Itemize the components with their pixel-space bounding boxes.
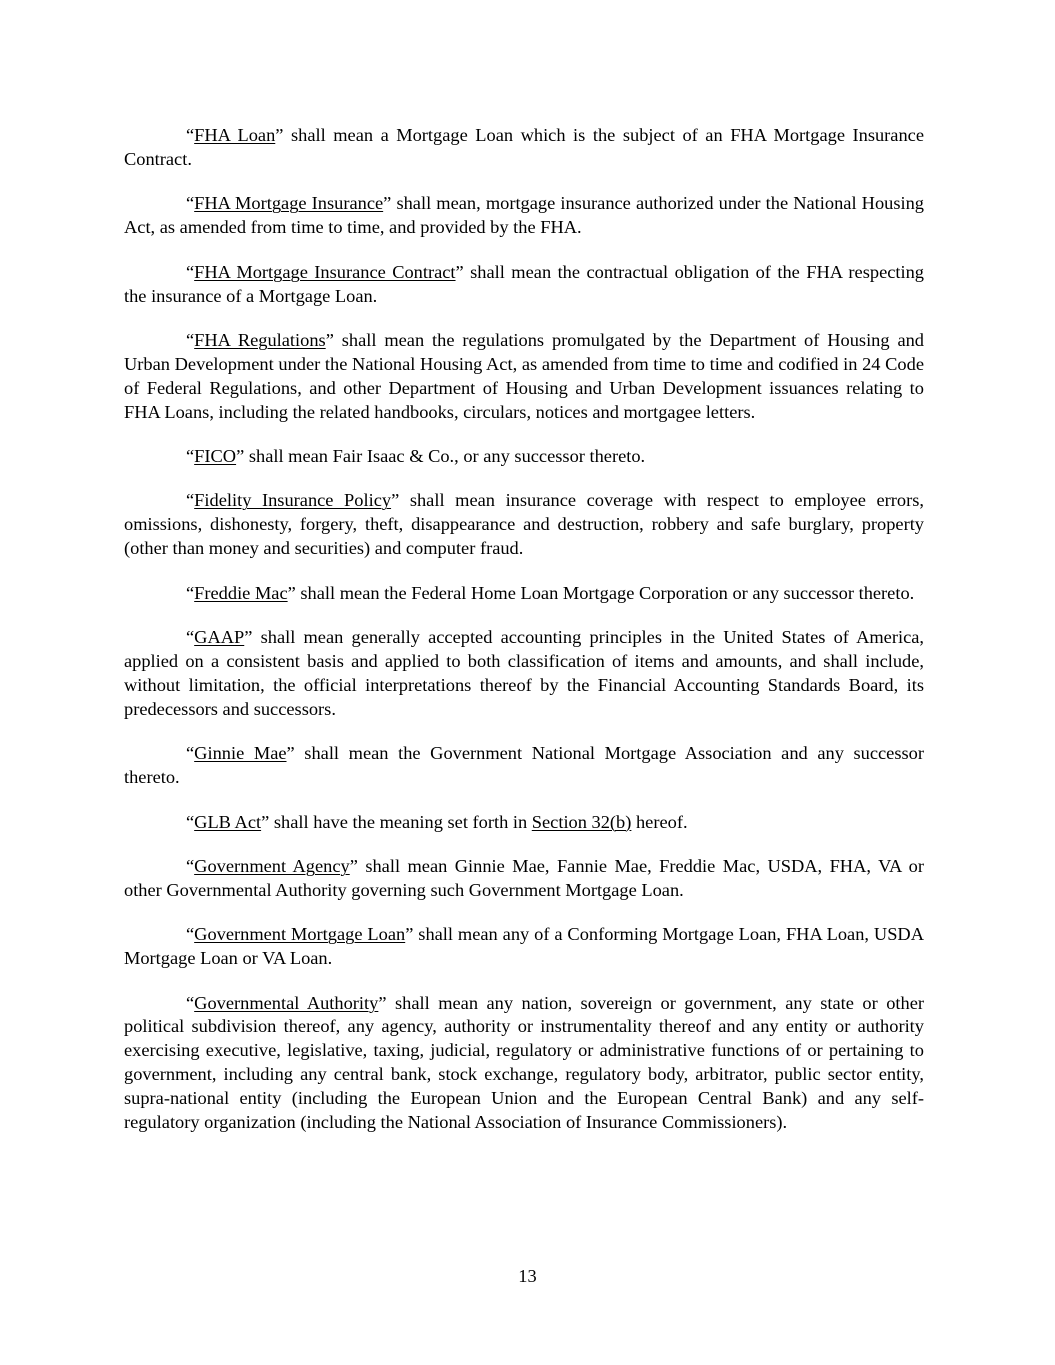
definition-glb-act: “GLB Act” shall have the meaning set forth in Section 32(b) hereof. — [186, 811, 688, 832]
definition-text: shall mean generally accepted accounting principles in the United States of America, applied on a consistent basis and applied to both classification of items and amounts, and shall include, without limitation, the official interpretations thereof by the Financial Accounting Standards Board, its predecessors and successors. — [124, 627, 924, 719]
definition-text: shall mean the regulations promulgated by the Department of Housing and Urban Development under the National Housing Act, as amended from time to time and codified in 24 Code of Federal Regulations, and other Department of Housing and Urban Development issuances relating to FHA Loans, including the related handbooks, circulars, notices and mortgagee letters. — [124, 329, 925, 422]
defined-term: Government Mortgage Loan — [194, 924, 406, 945]
definition-governmental-authority: “Governmental Authority” shall mean any nation, sovereign or government, any state or other political subdivision thereof, any agency, authority or instrumentality thereof and any entity or authority exercising executive, legislative, taxing, judicial, regulatory or administrative functions of or pertaining to government, including any central bank, stock exchange, regulatory body, arbitrator, public sector entity, supra-national entity (including the European Union and the European Central Bank) and any self-regulatory organization (including the National Association of Insurance Commissioners). — [124, 992, 924, 1133]
definition-text: shall mean a Mortgage Loan which is the subject of an FHA Mortgage Insurance Contract. — [124, 125, 924, 169]
defined-term: Governmental Authority — [194, 992, 379, 1013]
definition-text: shall mean any of a Conforming Mortgage Loan, FHA Loan, USDA Mortgage Loan or VA Loan. — [124, 924, 924, 969]
definition-government-mortgage-loan: “Government Mortgage Loan” shall mean any of a Conforming Mortgage Loan, FHA Loan, USDA Mortgage Loan or VA Loan. — [124, 924, 924, 969]
definition-fha-mortgage-insurance-contract: “FHA Mortgage Insurance Contract” shall mean the contractual obligation of the FHA respecting the insurance of a Mortgage Loan. — [124, 261, 925, 306]
definition-text: shall mean Ginnie Mae, Fannie Mae, Freddie Mac, USDA, FHA, VA or other Governmental Authority governing such Government Mortgage Loan. — [124, 855, 925, 900]
defined-term: GAAP — [194, 627, 245, 648]
definition-fidelity-insurance-policy: “Fidelity Insurance Policy” shall mean insurance coverage with respect to employee errors, omissions, dishonesty, forgery, theft, disappearance and destruction, robbery and safe burglary, property (other than money and securities) and computer fraud. — [124, 490, 924, 559]
defined-term: FHA Loan — [194, 125, 276, 145]
defined-term: FHA Mortgage Insurance — [194, 193, 384, 214]
defined-term: FICO — [194, 446, 237, 467]
definition-text: shall mean any nation, sovereign or government, any state or other political subdivision thereof, any agency, authority or instrumentality thereof and any entity or authority exercising executive, legislative, taxing, judicial, regulatory or administrative functions of or pertaining to government, including any central bank, stock exchange, regulatory body, arbitrator, public sector entity, supra-national entity (including the European Union and the European Central Bank) and any self-regulatory organization (including the National Association of Insurance Commissioners). — [124, 992, 924, 1133]
definition-text: shall mean the contractual obligation of the FHA respecting the insurance of a Mortgage Loan. — [124, 261, 925, 306]
definition-freddie-mac: “Freddie Mac” shall mean the Federal Home Loan Mortgage Corporation or any successor thereto. — [186, 582, 915, 603]
defined-term: FHA Mortgage Insurance Contract — [194, 261, 456, 282]
definition-text-tail: hereof. — [631, 811, 688, 832]
definition-government-agency: “Government Agency” shall mean Ginnie Mae, Fannie Mae, Freddie Mac, USDA, FHA, VA or other Governmental Authority governing such Government Mortgage Loan. — [124, 855, 925, 900]
defined-term: Fidelity Insurance Policy — [194, 490, 392, 511]
definition-text: shall mean insurance coverage with respect to employee errors, omissions, dishonesty, forgery, theft, disappearance and destruction, robbery and safe burglary, property (other than money and securities) and computer fraud. — [124, 490, 924, 559]
section-cross-reference: Section 32(b) — [531, 811, 632, 832]
definition-fico: “FICO” shall mean Fair Isaac & Co., or any successor thereto. — [186, 446, 646, 467]
definition-gaap: “GAAP” shall mean generally accepted accounting principles in the United States of America, applied on a consistent basis and applied to both classification of items and amounts, and shall include, without limitation, the official interpretations thereof by the Financial Accounting Standards Board, its predecessors and successors. — [124, 627, 924, 719]
definition-text: shall mean Fair Isaac & Co., or any successor thereto. — [244, 446, 646, 467]
defined-term: Government Agency — [194, 855, 350, 876]
definition-fha-loan: “FHA Loan” shall mean a Mortgage Loan which is the subject of an FHA Mortgage Insurance Contract. — [124, 125, 924, 169]
definition-fha-regulations: “FHA Regulations” shall mean the regulations promulgated by the Department of Housing and Urban Development under the National Housing Act, as amended from time to time and codified in 24 Code of Federal Regulations, and other Department of Housing and Urban Development issuances relating to FHA Loans, including the related handbooks, circulars, notices and mortgagee letters. — [124, 329, 925, 422]
definition-fha-mortgage-insurance: “FHA Mortgage Insurance” shall mean, mortgage insurance authorized under the National Housing Act, as amended from time to time, and provided by the FHA. — [124, 193, 925, 238]
definition-text: shall mean the Government National Mortgage Association and any successor thereto. — [124, 743, 924, 788]
definition-ginnie-mae: “Ginnie Mae” shall mean the Government National Mortgage Association and any successor thereto. — [124, 743, 924, 788]
defined-term: FHA Regulations — [194, 329, 326, 350]
defined-term: GLB Act — [194, 811, 262, 832]
document-body — [124, 124, 924, 1156]
defined-term: Ginnie Mae — [194, 743, 287, 764]
defined-term: Freddie Mac — [194, 582, 288, 603]
definition-text: shall mean the Federal Home Loan Mortgage Corporation or any successor thereto. — [295, 582, 915, 603]
definition-text: shall have the meaning set forth in — [269, 811, 532, 832]
page-number: 13 — [518, 1266, 537, 1286]
definition-text: shall mean, mortgage insurance authorized under the National Housing Act, as amended from time to time, and provided by the FHA. — [124, 193, 925, 238]
